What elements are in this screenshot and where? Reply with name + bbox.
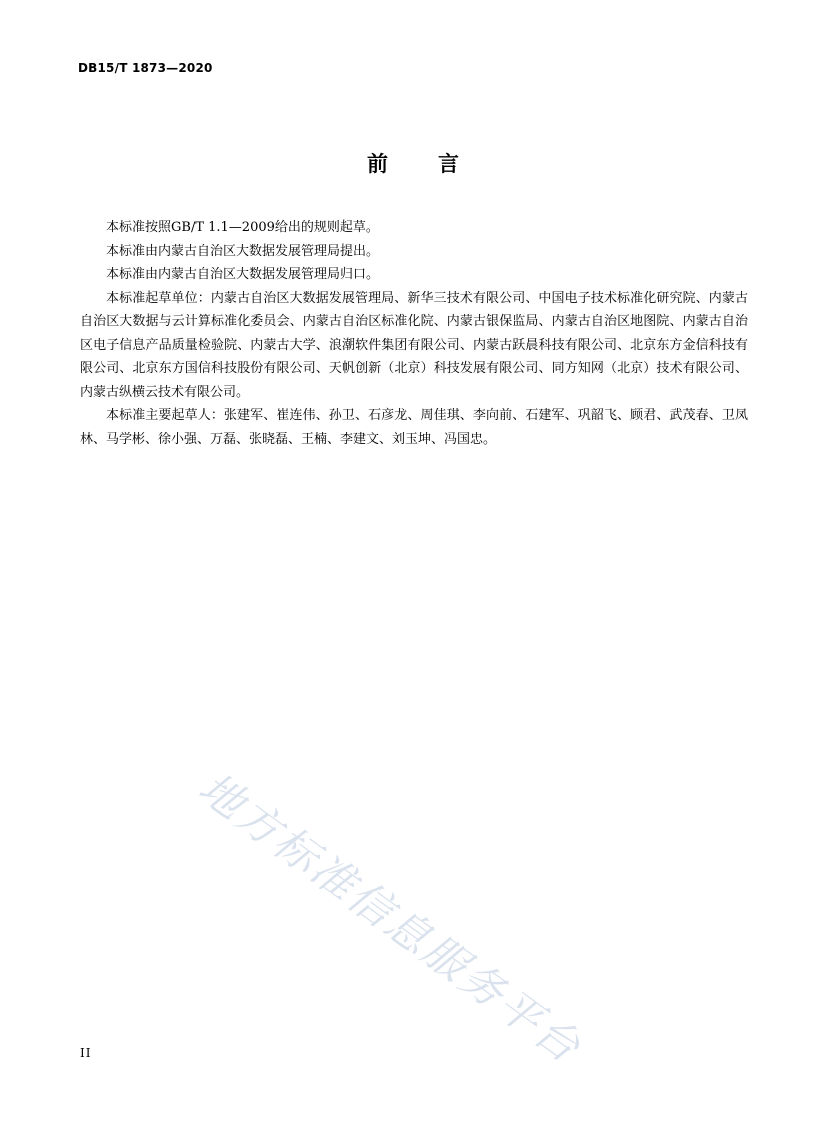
paragraph-centralized-by: 本标准由内蒙古自治区大数据发展管理局归口。 [106, 267, 380, 282]
document-body [80, 216, 748, 451]
page-title: 前言 [367, 152, 509, 176]
watermark: 地方标准信息服务平台 [189, 763, 591, 1074]
paragraph-drafting-units: 本标准起草单位：内蒙古自治区大数据发展管理局、新华三技术有限公司、中国电子技术标准化研究院、内蒙古自治区大数据与云计算标准化委员会、内蒙古自治区标准化院、内蒙古银保监局、内蒙古自治区地图院、内蒙古自治区电子信息产品质量检验院、内蒙古大学、浪潮软件集团有限公司、内蒙古跃晨科技有限公司、北京东方金信科技有限公司、北京东方国信科技股份有限公司、天帆创新（北京）科技发展有限公司、同方知网（北京）技术有限公司、内蒙古纵横云技术有限公司。 [80, 290, 748, 400]
page-number: II [80, 1046, 92, 1060]
paragraph-drafting-rules: 本标准按照GB/T 1.1—2009给出的规则起草。 [106, 220, 379, 235]
paragraph-proposer: 本标准由内蒙古自治区大数据发展管理局提出。 [106, 243, 380, 259]
standard-code: DB15/T 1873—2020 [78, 61, 213, 75]
paragraph-main-drafters: 本标准主要起草人：张建军、崔连伟、孙卫、石彦龙、周佳琪、李向前、石建军、巩韶飞、顾君、武茂春、卫凤林、马学彬、徐小强、万磊、张晓磊、王楠、李建文、刘玉坤、冯国忠。 [80, 408, 748, 447]
